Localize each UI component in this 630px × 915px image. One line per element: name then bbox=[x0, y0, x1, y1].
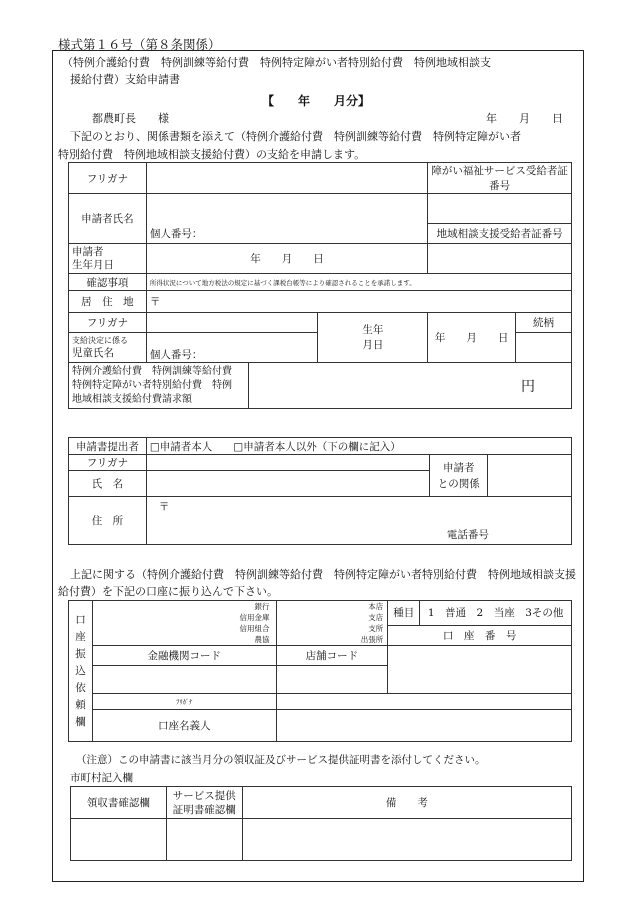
application-date[interactable]: 年 月 日 bbox=[486, 112, 563, 125]
branch-code-boxes[interactable] bbox=[276, 666, 388, 694]
kind-options[interactable]: 1 普通 2 当座 3その他 bbox=[420, 601, 572, 626]
chiiki-cert-boxes[interactable] bbox=[428, 244, 572, 274]
relation-to-applicant-input[interactable] bbox=[488, 455, 572, 497]
child-furigana-input[interactable] bbox=[146, 313, 318, 333]
my-number-label: 個人番号： bbox=[149, 227, 203, 240]
birth-date-input[interactable]: 年 月 日 bbox=[146, 244, 427, 274]
account-number-boxes[interactable] bbox=[388, 646, 572, 694]
account-number-label: 口 座 番 号 bbox=[388, 625, 572, 645]
receipt-check-input[interactable] bbox=[71, 819, 167, 861]
relation-to-applicant-label: 申請者 との関係 bbox=[430, 455, 488, 497]
child-birth-label: 生年 月日 bbox=[318, 313, 428, 363]
birth-label: 申請者 生年月日 bbox=[69, 244, 147, 274]
other-checkbox[interactable]: □申請者本人以外（下の欄に記入） bbox=[233, 440, 401, 453]
confirm-label: 確認事項 bbox=[69, 274, 147, 291]
form-title-line2: 援給付費）支給申請書 bbox=[70, 73, 180, 86]
relation-label: 続柄 bbox=[516, 313, 572, 333]
office-table bbox=[70, 786, 572, 861]
yen-label: 円 bbox=[521, 378, 535, 395]
period-field[interactable]: 【 年 月分】 bbox=[262, 94, 371, 108]
service-check-input[interactable] bbox=[166, 819, 242, 861]
submitter-name-input[interactable] bbox=[146, 471, 429, 497]
bank-intro-line1: 上記に関する（特例介護給付費 特例訓練等給付費 特例特定障がい者特別給付費 特例地域相談支援 bbox=[70, 568, 576, 581]
addressee: 都農町長 様 bbox=[92, 112, 169, 125]
address-input[interactable]: 〒 bbox=[146, 291, 571, 313]
chiiki-cert-label: 地域相談支援受給者証番号 bbox=[428, 224, 572, 244]
institution-input[interactable]: 銀行 信用金庫 信用組合 農協 bbox=[92, 601, 276, 646]
child-name-input[interactable]: 個人番号： bbox=[146, 333, 318, 363]
office-heading: 市町村記入欄 bbox=[70, 772, 133, 784]
claim-label: 特例介護給付費 特例訓練等給付費 特例特定障がい者特別給付費 特例 地域相談支援給付費請求額 bbox=[69, 363, 249, 409]
confirm-text: 所得状況について地方税法の規定に基づく課税台帳等により確認されることを承諾します。 bbox=[146, 274, 571, 291]
furigana-label: フリガナ bbox=[69, 163, 147, 194]
submitter-name-label: 氏 名 bbox=[69, 471, 147, 497]
submitter-address-label: 住 所 bbox=[69, 497, 147, 545]
address-label: 居 住 地 bbox=[69, 291, 147, 313]
intro-line2: 特別給付費 特例地域相談支援給付費）の支給を申請します。 bbox=[58, 148, 366, 161]
remarks-input[interactable] bbox=[242, 819, 571, 861]
holder-name-input[interactable] bbox=[276, 710, 571, 742]
remarks-label: 備 考 bbox=[242, 787, 571, 819]
relation-input[interactable] bbox=[516, 333, 572, 363]
branch-code-label: 店舗コード bbox=[276, 646, 388, 666]
submitter-address-input[interactable]: 〒 電話番号 bbox=[146, 497, 571, 545]
receipt-check-label: 領収書確認欄 bbox=[71, 787, 167, 819]
submitter-furigana-label: フリガナ bbox=[69, 455, 147, 471]
holder-name-label: 口座名義人 bbox=[92, 710, 276, 742]
bank-side-label: 口 座 振 込 依 頼 欄 bbox=[69, 601, 93, 742]
applicant-name-input[interactable] bbox=[146, 194, 427, 224]
child-birth-input[interactable]: 年 月 日 bbox=[428, 313, 516, 363]
kind-label: 種目 bbox=[388, 601, 420, 626]
claim-amount-input[interactable] bbox=[248, 363, 571, 409]
cert-number-boxes[interactable] bbox=[428, 194, 572, 224]
submitter-table bbox=[68, 437, 572, 545]
submitter-label: 申請書提出者 bbox=[69, 438, 147, 455]
self-checkbox[interactable]: □申請者本人 bbox=[149, 440, 213, 453]
holder-furigana-label: ﾌﾘｶﾞﾅ bbox=[92, 694, 276, 710]
bank-code-label: 金融機関コード bbox=[92, 646, 276, 666]
child-furigana-label: フリガナ bbox=[69, 313, 147, 333]
applicant-table bbox=[68, 162, 572, 409]
furigana-input[interactable] bbox=[146, 163, 427, 194]
submitter-options[interactable] bbox=[146, 438, 571, 455]
bank-code-boxes[interactable] bbox=[92, 666, 276, 694]
intro-line1: 下記のとおり、関係書類を添えて（特例介護給付費 特例訓練等給付費 特例特定障がい者 bbox=[70, 130, 521, 143]
bank-table bbox=[68, 600, 572, 742]
cert-number-label: 障がい福祉サービス受給者証番号 bbox=[428, 163, 572, 194]
applicant-name-label: 申請者氏名 bbox=[69, 194, 147, 244]
bank-intro-line2: 給付費）を下記の口座に振り込んで下さい。 bbox=[58, 585, 278, 598]
holder-furigana-input[interactable] bbox=[276, 694, 571, 710]
submitter-furigana-input[interactable] bbox=[146, 455, 429, 471]
attachment-note: （注意）この申請書に該当月分の領収証及びサービス提供証明書を添付してください。 bbox=[76, 754, 486, 766]
child-name-label: 支給決定に係る 児童氏名 bbox=[69, 333, 147, 363]
phone-label: 電話番号 bbox=[446, 529, 489, 541]
applicant-my-number[interactable] bbox=[146, 224, 427, 244]
form-number: 様式第１６号（第８条関係） bbox=[58, 37, 221, 52]
service-check-label: サービス提供 証明書確認欄 bbox=[166, 787, 242, 819]
branch-input[interactable]: 本店 支店 支所 出張所 bbox=[276, 601, 388, 646]
form-title-line1: （特例介護給付費 特例訓練等給付費 特例特定障がい者特別給付費 特例地域相談支 bbox=[62, 56, 491, 69]
